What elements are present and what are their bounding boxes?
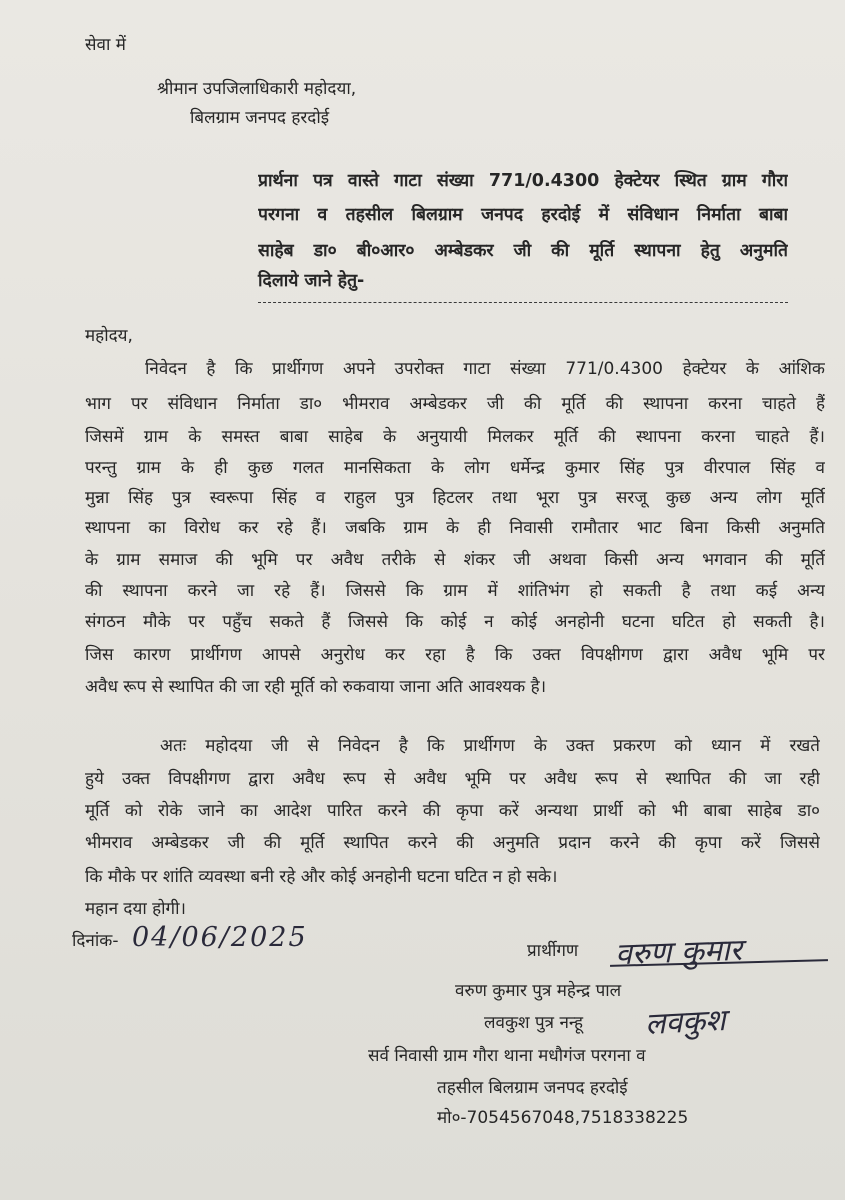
signature-2: लवकुश (644, 1002, 727, 1043)
applicant-2: लवकुश पुत्र नन्हू (484, 1013, 583, 1033)
subject-line: प्रार्थना पत्र वास्ते गाटा संख्या 771/0.4300 हेक्टेयर स्थित ग्राम गौरा (258, 171, 788, 191)
subject-line: दिलाये जाने हेतु- (258, 271, 365, 291)
residence-line: तहसील बिलग्राम जनपद हरदोई (437, 1078, 628, 1098)
date-handwritten: 04/06/2025 (132, 922, 308, 953)
paragraph2-line: मूर्ति को रोके जाने का आदेश पारित करने की कृपा करें अन्यथा प्रार्थी को भी बाबा साहेब डा० (85, 801, 820, 821)
applicants-label: प्रार्थीगण (527, 941, 579, 961)
paragraph1-line: मुन्ना सिंह पुत्र स्वरूपा सिंह व राहुल पुत्र हिटलर तथा भूरा पुत्र सरजू कुछ अन्य लोग मूर्ति (85, 488, 825, 508)
paragraph1-line: की स्थापना करने जा रहे हैं। जिससे कि ग्राम में शांतिभंग हो सकती है तथा कई अन्य (85, 581, 825, 601)
paragraph2-line: अतः महोदया जी से निवेदन है कि प्रार्थीगण के उक्त प्रकरण को ध्यान में रखते (160, 736, 820, 756)
paragraph1-line: भाग पर संविधान निर्माता डा० भीमराव अम्बेडकर जी की मूर्ति की स्थापना करना चाहते हैं (85, 394, 825, 414)
salutation-to: सेवा में (85, 35, 126, 55)
subject-underline (258, 302, 788, 303)
paragraph2-line: कि मौके पर शांति व्यवस्था बनी रहे और कोई अनहोनी घटना घटित न हो सके। (85, 867, 558, 887)
mobile-number: मो०-7054567048,7518338225 (437, 1108, 689, 1128)
recipient-officer: श्रीमान उपजिलाधिकारी महोदया, (157, 79, 357, 99)
subject-line: परगना व तहसील बिलग्राम जनपद हरदोई में संविधान निर्माता बाबा (258, 205, 788, 225)
paragraph1-line: अवैध रूप से स्थापित की जा रही मूर्ति को रुकवाया जाना अति आवश्यक है। (85, 677, 547, 697)
closing: महान दया होगी। (85, 899, 186, 919)
residence-line: सर्व निवासी ग्राम गौरा थाना मधौगंज परगना व (368, 1046, 646, 1066)
subject-line: साहेब डा० बी०आर० अम्बेडकर जी की मूर्ति स्थापना हेतु अनुमति (258, 241, 788, 261)
paragraph1-line: के ग्राम समाज की भूमि पर अवैध तरीके से शंकर जी अथवा किसी अन्य भगवान की मूर्ति (85, 550, 825, 570)
applicant-1: वरुण कुमार पुत्र महेन्द्र पाल (455, 981, 622, 1001)
paragraph1-line: संगठन मौके पर पहुँच सकते हैं जिससे कि कोई न कोई अनहोनी घटना घटित हो सकती है। (85, 612, 825, 632)
paragraph1-line: स्थापना का विरोध कर रहे हैं। जबकि ग्राम के ही निवासी रामौतार भाट बिना किसी अनुमति (85, 518, 825, 538)
paragraph2-line: हुये उक्त विपक्षीगण द्वारा अवैध रूप से अवैध भूमि पर अवैध रूप से स्थापित की जा रही (85, 769, 820, 789)
paragraph1-line: निवेदन है कि प्रार्थीगण अपने उपरोक्त गाटा संख्या 771/0.4300 हेक्टेयर के आंशिक (145, 359, 825, 379)
signature-1: वरुण कुमार (614, 932, 743, 973)
paragraph1-line: परन्तु ग्राम के ही कुछ गलत मानसिकता के लोग धर्मेन्द्र कुमार सिंह पुत्र वीरपाल सिंह व (85, 458, 825, 478)
date-label: दिनांक- (72, 931, 119, 951)
paragraph2-line: भीमराव अम्बेडकर जी की मूर्ति स्थापित करने की अनुमति प्रदान करने की कृपा करें जिससे (85, 833, 820, 853)
greeting: महोदय, (85, 326, 133, 346)
recipient-address: बिलग्राम जनपद हरदोई (190, 108, 330, 128)
paragraph1-line: जिस कारण प्रार्थीगण आपसे अनुरोध कर रहा है कि उक्त विपक्षीगण द्वारा अवैध भूमि पर (85, 645, 825, 665)
paragraph1-line: जिसमें ग्राम के समस्त बाबा साहेब के अनुयायी मिलकर मूर्ति की स्थापना करना चाहते हैं। (85, 427, 825, 447)
